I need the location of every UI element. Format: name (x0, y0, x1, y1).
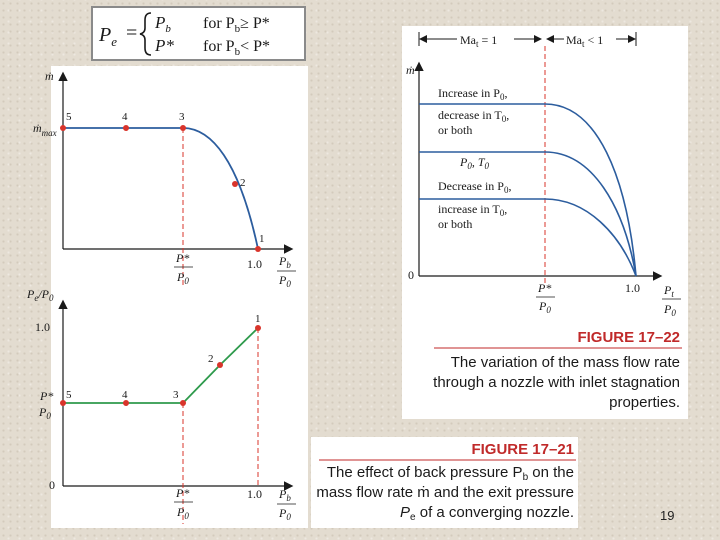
bottom-point-label-2: 2 (208, 353, 214, 365)
bottom-y-axis-label: $P_e/P_0$ (27, 287, 54, 303)
bottom-point-label-3: 3 (173, 389, 179, 401)
fig21-caption-line-3: $P_e$ of a converging nozzle. (399, 504, 574, 523)
fig22-xtick-one: 1.0 (625, 281, 640, 295)
header-subsonic-label: $Ma_t < 1$ (566, 33, 604, 49)
top-point-4 (123, 125, 129, 131)
fig22-caption-label: FIGURE 17–22 (577, 329, 680, 346)
fig21-caption-svg (311, 437, 578, 528)
top-point-label-1: 1 (259, 233, 265, 245)
top-xtick-one: 1.0 (247, 257, 262, 271)
top-point-2 (232, 181, 238, 187)
top-point-5 (60, 125, 66, 131)
top-xtick-pstar-den: $P_0$ (177, 270, 189, 286)
equation-case1-condition: for $P_b\ge P*$ (203, 15, 270, 35)
bottom-xlabel-den: $P_0$ (279, 506, 291, 522)
equation-svg (93, 8, 304, 59)
header-choked-label: $Ma_t = 1$ (460, 33, 498, 49)
bottom-xlabel-num: $P_b$ (279, 487, 291, 503)
figure-17-21-svg (27, 66, 308, 528)
fig22-label-increase-p0: Increase in $P_0$, (438, 86, 508, 102)
fig21-caption-line-1: The effect of back pressure $P_b$ on the (326, 464, 574, 483)
fig22-xtick-pstar-den: $P_0$ (539, 299, 551, 315)
bottom-xtick-pstar-den: $P_0$ (177, 505, 189, 521)
bottom-xtick-one: 1.0 (247, 487, 262, 501)
top-xlabel-den: $P_0$ (279, 273, 291, 289)
fig22-xlabel-den: $P_0$ (664, 302, 676, 318)
bottom-point-2 (217, 362, 223, 368)
figure-17-21-plots (27, 66, 308, 528)
mass-flow-plot (33, 69, 296, 289)
equation-equals: = (126, 22, 138, 44)
exit-pressure-plot (26, 287, 296, 524)
equation-box (91, 6, 306, 61)
fig22-label-p0-t0: $P_0$, $T_0$ (460, 155, 490, 171)
top-point-1 (255, 246, 261, 252)
page-number: 19 (660, 508, 675, 523)
fig22-xlabel-num: $P_t$ (664, 283, 674, 299)
fig21-caption-label: FIGURE 17–21 (471, 441, 574, 458)
top-ytick-mdot-max: ṁ$_{max}$ (33, 121, 57, 138)
equation-case2-value: P* (155, 36, 174, 55)
brace-icon (140, 13, 151, 55)
bottom-point-label-5: 5 (66, 389, 72, 401)
fig22-label-decrease-t0: decrease in $T_0$, (438, 108, 510, 124)
fig22-label-or-both-2: or both (438, 217, 473, 231)
bottom-ytick-one: 1.0 (35, 320, 50, 334)
top-point-label-2: 2 (240, 177, 246, 189)
top-point-label-3: 3 (179, 111, 185, 123)
bottom-xtick-pstar-num: P* (176, 486, 190, 500)
fig21-caption-line-2: mass flow rate ṁ and the exit pressure (316, 484, 574, 501)
fig22-caption-line-1: The variation of the mass flow rate (450, 354, 680, 371)
figure-17-22 (402, 26, 688, 419)
bottom-point-3 (180, 400, 186, 406)
top-flow-curve (183, 128, 258, 249)
equation-case1-value: $P_b$ (155, 13, 171, 35)
top-point-3 (180, 125, 186, 131)
equation-lhs: $P_e$ (99, 24, 117, 49)
top-y-axis-label: ṁ (45, 69, 54, 83)
bottom-ytick-pstar-num: P* (40, 389, 54, 403)
bottom-point-1 (255, 325, 261, 331)
fig22-caption-line-2: through a nozzle with inlet stagnation (433, 374, 680, 391)
bottom-point-label-1: 1 (255, 313, 261, 325)
fig22-label-decrease-p0: Decrease in $P_0$, (438, 179, 512, 195)
top-xlabel-num: $P_b$ (279, 254, 291, 270)
bottom-ytick-zero: 0 (49, 478, 55, 492)
bottom-exit-pressure-line (63, 328, 258, 403)
fig22-caption-line-3: properties. (609, 394, 680, 411)
top-point-label-4: 4 (122, 111, 128, 123)
figure-17-22-svg (402, 26, 688, 419)
fig22-y-axis-label: ṁ (406, 63, 415, 77)
equation-case2-condition: for $P_b< P*$ (203, 38, 270, 58)
fig22-label-increase-t0: increase in $T_0$, (438, 202, 508, 218)
fig22-label-or-both-1: or both (438, 123, 473, 137)
bottom-ytick-pstar-den: $P_0$ (39, 405, 51, 421)
bottom-point-label-4: 4 (122, 389, 128, 401)
figure-17-21-caption (311, 437, 578, 528)
fig22-xtick-pstar-num: P* (538, 281, 552, 295)
top-xtick-pstar-num: P* (176, 251, 190, 265)
top-point-label-5: 5 (66, 111, 72, 123)
fig22-ytick-zero: 0 (408, 268, 414, 282)
